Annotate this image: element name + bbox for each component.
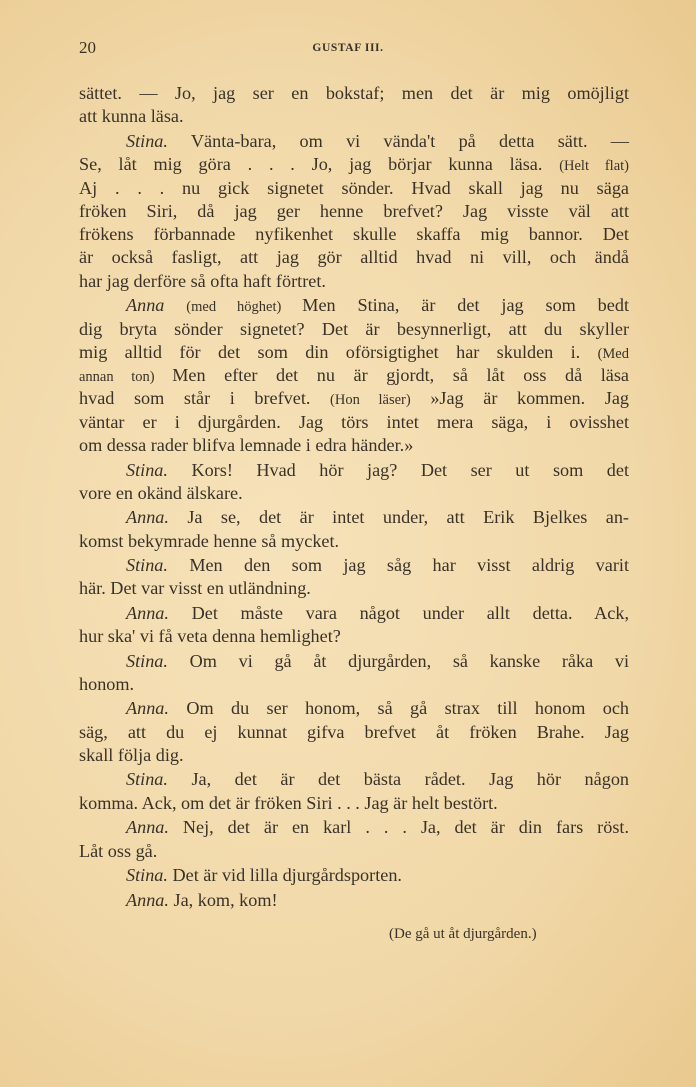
paragraph (79, 650, 629, 697)
paragraph (79, 506, 629, 553)
dialogue-text: säg, att du ej kunnat gifva brefvet åt fröken Brahe. Jag (79, 721, 629, 742)
stage-direction: (med höghet) (186, 299, 303, 316)
dialogue-text: komst bekymrade henne så mycket. (79, 530, 340, 551)
text-line (79, 223, 629, 246)
dialogue-text: Aj . . . nu gick signetet sönder. Hvad skall jag nu säga (79, 177, 629, 198)
text-line (79, 270, 629, 293)
text-line (79, 387, 629, 410)
dialogue-text: att kunna läsa. (79, 106, 184, 127)
dialogue-text: Ja, kom, kom! (173, 889, 278, 910)
text-line (79, 246, 629, 269)
text-line (79, 530, 629, 553)
dialogue-text: Se, låt mig göra . . . Jo, jag börjar kunna läsa. (79, 154, 560, 175)
text-line (79, 625, 629, 648)
paragraph (79, 889, 629, 912)
dialogue-text: väntar er i djurgården. Jag törs intet mera säga, i ovisshet (79, 411, 629, 432)
dialogue-text: hur ska' vi få veta denna hemlighet? (79, 626, 341, 647)
text-line (79, 318, 629, 341)
dialogue-text: skall följa dig. (79, 745, 184, 765)
text-line (79, 434, 629, 457)
page-number: 20 (79, 38, 96, 57)
paragraph (79, 768, 629, 815)
paragraph (79, 864, 629, 887)
text-line (79, 341, 629, 364)
stage-direction: (Hon läser) (330, 392, 411, 409)
dialogue-text: Om du ser honom, så gå strax till honom och (186, 698, 629, 719)
dialogue-text: Ja se, det är intet under, att Erik Bjelkes an- (187, 507, 629, 528)
speaker-name: Anna. (126, 817, 169, 838)
paragraph (79, 602, 629, 649)
text-line (79, 411, 629, 434)
text-line (79, 673, 629, 696)
dialogue-text: dig bryta sönder signetet? Det är besynnerligt, att du skyller (79, 318, 629, 339)
text-line (79, 744, 629, 767)
text-line (79, 506, 629, 529)
speaker-name: Anna (126, 295, 165, 316)
text-line (79, 840, 629, 863)
text-line (79, 697, 629, 720)
paragraph (79, 294, 629, 457)
dialogue-text: har jag derföre så ofta haft förtret. (79, 270, 326, 291)
dialogue-text: Men efter det nu är gjordt, så låt oss då läsa (172, 365, 629, 386)
dialogue-text: Nej, det är en karl . . . Ja, det är din fars röst. (182, 817, 630, 838)
text-line (79, 482, 629, 505)
dialogue-text: Men den som jag såg har visst aldrig varit (189, 555, 629, 576)
paragraph (79, 697, 629, 767)
text-line (79, 768, 629, 791)
dialogue-text: fröken Siri, då jag ger henne brefvet? Jag visste väl att (79, 200, 629, 221)
text-line (79, 200, 629, 223)
stage-direction: (Helt flat) (559, 158, 629, 175)
text-line (79, 177, 629, 200)
paragraph (79, 554, 629, 601)
text-line (79, 459, 629, 482)
speaker-name: Stina. (126, 650, 168, 671)
text-line (79, 130, 629, 153)
dialogue-text: mig alltid för det som din oförsigtighet har skulden i. (79, 341, 598, 362)
dialogue-text: honom. (79, 673, 135, 694)
dialogue-text: Det måste vara något under allt detta. Ack, (191, 602, 630, 623)
speaker-name: Stina. (126, 459, 168, 480)
text-line (79, 602, 629, 625)
speaker-name: Stina. (126, 555, 168, 576)
dialogue-text: vore en okänd älskare. (79, 482, 243, 503)
dialogue-text: komma. Ack, om det är fröken Siri . . . Jag är helt bestört. (79, 792, 498, 813)
speaker-name: Anna. (126, 698, 169, 719)
text-line (79, 554, 629, 577)
stage-direction: annan ton) (79, 369, 173, 386)
dialogue-text: sättet. — Jo, jag ser en bokstaf; men det är mig omöjligt (79, 83, 629, 104)
text-line (79, 153, 629, 176)
text-line (79, 364, 629, 387)
speaker-name: Stina. (126, 865, 168, 886)
text-line (79, 816, 629, 839)
text-line (79, 294, 629, 317)
stage-direction-exit: (De gå ut åt djurgården.) (389, 926, 537, 942)
dialogue-text: är också fasligt, att jag gör alltid hvad ni vill, och ändå (79, 247, 629, 268)
text-line (79, 792, 629, 815)
speaker-name: Anna. (126, 507, 169, 528)
stage-direction: (Med (597, 345, 629, 362)
speaker-name: Anna. (126, 889, 169, 910)
paragraph (79, 459, 629, 506)
text-line (79, 82, 629, 105)
dialogue-text: hvad som står i brefvet. (79, 388, 331, 409)
dialogue-text: här. Det var visst en utländning. (79, 578, 311, 599)
speaker-name: Stina. (126, 769, 168, 790)
text-line (79, 650, 629, 673)
dialogue-text: Men Stina, är det jag som bedt (302, 295, 629, 316)
body-text (79, 81, 629, 912)
paragraph (79, 816, 629, 863)
text-line (79, 721, 629, 744)
paragraph (79, 82, 629, 129)
dialogue-text: Ja, det är det bästa rådet. Jag hör någon (191, 769, 630, 790)
dialogue-text: om dessa rader blifva lemnade i edra händer.» (79, 435, 414, 456)
dialogue-text: Låt oss gå. (79, 840, 158, 861)
text-line (79, 105, 629, 128)
dialogue-text: frökens förbannade nyfikenhet skulle skaffa mig bannor. Det (79, 224, 629, 245)
dialogue-text: Det är vid lilla djurgårdsporten. (172, 865, 402, 886)
speaker-name: Stina. (126, 130, 168, 151)
text-line (79, 864, 629, 887)
running-head: GUSTAF III. (312, 42, 384, 54)
text-line (79, 889, 629, 912)
dialogue-text: Vänta‑bara, om vi vända't på detta sätt. — (190, 130, 629, 151)
dialogue-text: Kors! Hvad hör jag? Det ser ut som det (191, 459, 629, 480)
dialogue-text: Om vi gå åt djurgården, så kanske råka vi (189, 650, 629, 671)
dialogue-text: »Jag är kommen. Jag (430, 388, 630, 409)
speaker-name: Anna. (126, 602, 169, 623)
text-line (79, 577, 629, 600)
paragraph (79, 130, 629, 293)
